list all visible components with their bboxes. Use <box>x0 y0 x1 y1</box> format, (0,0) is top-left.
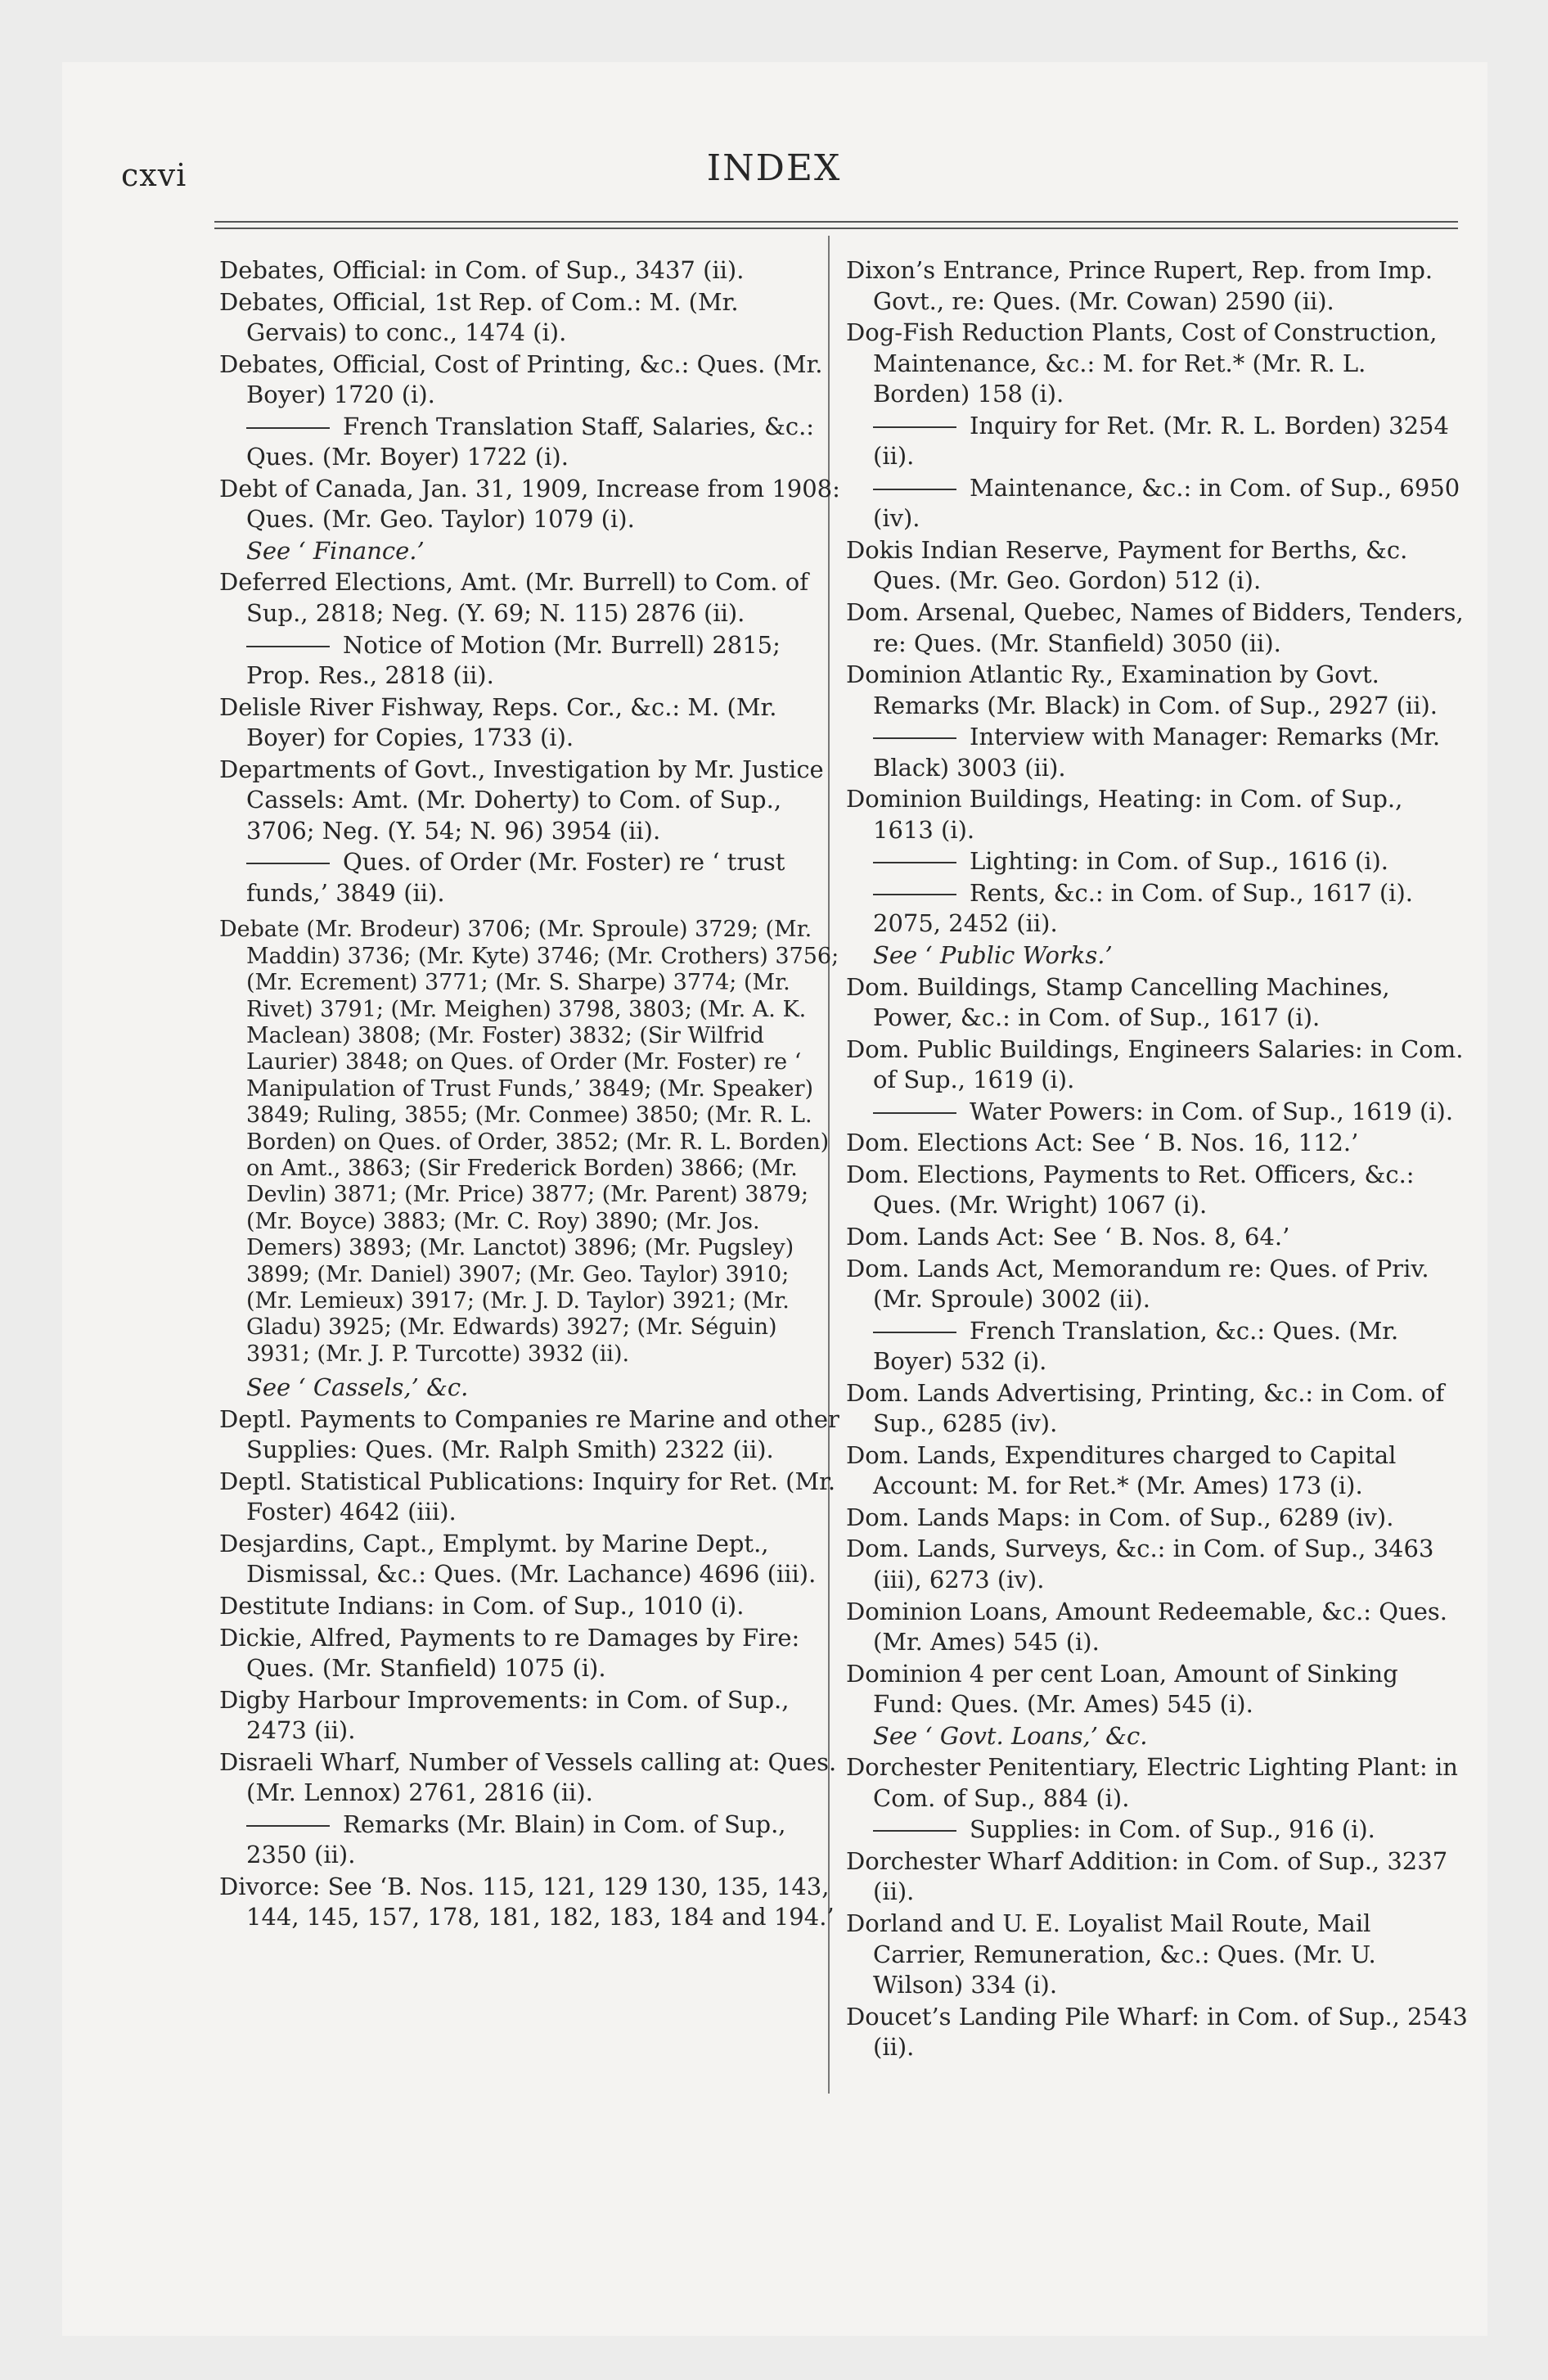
index-subentry <box>219 630 841 692</box>
subentry-text: Rents, &c.: in Com. of Sup., 1617 (i). 2075, 2452 (ii). <box>873 878 1413 938</box>
ditto-dash <box>873 1332 956 1333</box>
cross-reference: See ‘ Cassels,’ &c. <box>246 1373 469 1402</box>
index-subentry <box>219 412 841 473</box>
index-entry: Dom. Elections Act: See ‘ B. Nos. 16, 112.’ <box>846 1129 1359 1157</box>
index-subentry <box>219 1810 841 1871</box>
index-entry: Dom. Public Buildings, Engineers Salaries: in Com. of Sup., 1619 (i). <box>846 1034 1464 1094</box>
index-entry: Dominion Atlantic Ry., Examination by Govt. Remarks (Mr. Black) in Com. of Sup., 2927 (ii). <box>846 660 1438 719</box>
subentry-text: Notice of Motion (Mr. Burrell) 2815; Prop. Res., 2818 (ii). <box>246 630 781 690</box>
index-entry: Dom. Elections, Payments to Ret. Officers, &c.: Ques. (Mr. Wright) 1067 (i). <box>846 1160 1415 1219</box>
ditto-dash <box>873 862 956 863</box>
index-entry: Dom. Lands, Expenditures charged to Capital Account: M. for Ret.* (Mr. Ames) 173 (i). <box>846 1440 1397 1500</box>
ditto-dash <box>873 1830 956 1832</box>
cross-reference: See ‘ Govt. Loans,’ &c. <box>873 1721 1148 1750</box>
index-entry: Debates, Official: in Com. of Sup., 3437 (ii). <box>219 256 745 284</box>
subentry-text: French Translation Staff, Salaries, &c.: Ques. (Mr. Boyer) 1722 (i). <box>246 412 815 471</box>
subentry-text: Inquiry for Ret. (Mr. R. L. Borden) 3254 (ii). <box>873 411 1449 471</box>
index-entry: Deptl. Payments to Companies re Marine and other Supplies: Ques. (Mr. Ralph Smith) 2322 (ii). <box>219 1404 839 1464</box>
index-entry: Debates, Official, Cost of Printing, &c.: Ques. (Mr. Boyer) 1720 (i). <box>219 349 823 409</box>
index-entry: Deferred Elections, Amt. (Mr. Burrell) to Com. of Sup., 2818; Neg. (Y. 69; N. 115) 2876 (ii). <box>219 568 808 628</box>
left-column <box>219 255 841 1934</box>
index-subentry <box>846 473 1469 534</box>
cross-reference: See ‘ Public Works.’ <box>873 941 1113 970</box>
index-entry: Dickie, Alfred, Payments to re Damages by Fire: Ques. (Mr. Stanfield) 1075 (i). <box>219 1623 800 1683</box>
index-entry: Dominion Buildings, Heating: in Com. of Sup., 1613 (i). <box>846 785 1403 844</box>
index-entry: Dog-Fish Reduction Plants, Cost of Construction, Maintenance, &c.: M. for Ret.* (Mr. R. L. Borden) 158 (i). <box>846 318 1438 408</box>
index-entry: Dorland and U. E. Loyalist Mail Route, Mail Carrier, Remuneration, &c.: Ques. (Mr. U. Wilson) 334 (i). <box>846 1909 1376 1999</box>
index-entry: Destitute Indians: in Com. of Sup., 1010 (i). <box>219 1591 745 1620</box>
index-entry: Debt of Canada, Jan. 31, 1909, Increase from 1908: Ques. (Mr. Geo. Taylor) 1079 (i). <box>219 474 840 534</box>
cross-reference: See ‘ Finance.’ <box>246 536 425 565</box>
ditto-dash <box>873 1112 956 1114</box>
index-entry: Divorce: See ‘B. Nos. 115, 121, 129 130, 135, 143, 144, 145, 157, 178, 181, 182, 183, 184 and 194.’ <box>219 1872 835 1931</box>
index-subentry <box>846 878 1469 940</box>
index-entry: Dom. Lands Act: See ‘ B. Nos. 8, 64.’ <box>846 1222 1290 1251</box>
index-entry: Dom. Lands Advertising, Printing, &c.: in Com. of Sup., 6285 (iv). <box>846 1378 1445 1438</box>
index-entry: Dom. Buildings, Stamp Cancelling Machines, Power, &c.: in Com. of Sup., 1617 (i). <box>846 972 1390 1032</box>
index-entry: Delisle River Fishway, Reps. Cor., &c.: M. (Mr. Boyer) for Copies, 1733 (i). <box>219 692 777 752</box>
index-entry: Dorchester Penitentiary, Electric Lighting Plant: in Com. of Sup., 884 (i). <box>846 1753 1458 1812</box>
ditto-dash <box>246 427 330 429</box>
index-entry: Dom. Arsenal, Quebec, Names of Bidders, Tenders, re: Ques. (Mr. Stanfield) 3050 (ii). <box>846 598 1464 657</box>
index-entry: Dixon’s Entrance, Prince Rupert, Rep. from Imp. Govt., re: Ques. (Mr. Cowan) 2590 (ii). <box>846 256 1433 315</box>
index-entry: Departments of Govt., Investigation by Mr. Justice Cassels: Amt. (Mr. Doherty) to Com. of Sup., 3706; Neg. (Y. 54; N. 96) 3954 (ii). <box>219 755 824 845</box>
subentry-text: Supplies: in Com. of Sup., 916 (i). <box>970 1815 1375 1844</box>
index-subentry <box>219 847 841 908</box>
subentry-text: Interview with Manager: Remarks (Mr. Black) 3003 (ii). <box>873 723 1441 782</box>
index-subentry <box>846 1316 1469 1377</box>
index-subentry <box>846 722 1469 783</box>
index-subentry <box>846 1814 1469 1846</box>
index-entry: Desjardins, Capt., Emplymt. by Marine Dept., Dismissal, &c.: Ques. (Mr. Lachance) 4696 (iii). <box>219 1529 817 1589</box>
subentry-text: Water Powers: in Com. of Sup., 1619 (i). <box>970 1097 1454 1125</box>
ditto-dash <box>873 426 956 428</box>
ditto-dash <box>873 489 956 490</box>
ditto-dash <box>246 646 330 647</box>
debate-list: Debate (Mr. Brodeur) 3706; (Mr. Sproule) 3729; (Mr. Maddin) 3736; (Mr. Kyte) 3746; (Mr. Crothers) 3756; (Mr. Ecrement) 3771; (Mr. S. Sharpe) 3774; (Mr. Rivet) 3791; (Mr. Meighen) 3798, 3803; (Mr. A. K. Maclean) 3808; (Mr. Foster) 3832; (Sir Wilfrid Laurier) 3848; on Ques. of Order (Mr. Foster) re ‘ Manipulation of Trust Funds,’ 3849; (Mr. Speaker) 3849; Ruling, 3855; (Mr. Conmee) 3850; (Mr. R. L. Borden) on Ques. of Order, 3852; (Mr. R. L. Borden) on Amt., 3863; (Sir Frederick Borden) 3866; (Mr. Devlin) 3871; (Mr. Price) 3877; (Mr. Parent) 3879; (Mr. Boyce) 3883; (Mr. C. Roy) 3890; (Mr. Jos. Demers) 3893; (Mr. Lanctot) 3896; (Mr. Pugsley) 3899; (Mr. Daniel) 3907; (Mr. Geo. Taylor) 3910; (Mr. Lemieux) 3917; (Mr. J. D. Taylor) 3921; (Mr. Gladu) 3925; (Mr. Edwards) 3927; (Mr. Séguin) 3931; (Mr. J. P. Turcotte) 3932 (ii). <box>219 917 839 1367</box>
index-subentry <box>846 1097 1469 1128</box>
running-head-title: INDEX <box>706 147 842 189</box>
index-entry: Dom. Lands, Surveys, &c.: in Com. of Sup., 3463 (iii), 6273 (iv). <box>846 1535 1434 1593</box>
subentry-text: Remarks (Mr. Blain) in Com. of Sup., 2350 (ii). <box>246 1810 786 1869</box>
ditto-dash <box>873 737 956 739</box>
index-entry: Disraeli Wharf, Number of Vessels calling at: Ques. (Mr. Lennox) 2761, 2816 (ii). <box>219 1747 837 1807</box>
ditto-dash <box>246 1825 330 1827</box>
subentry-text: Lighting: in Com. of Sup., 1616 (i). <box>970 847 1389 876</box>
index-entry: Dominion Loans, Amount Redeemable, &c.: Ques. (Mr. Ames) 545 (i). <box>846 1597 1448 1657</box>
subentry-text: Ques. of Order (Mr. Foster) re ‘ trust funds,’ 3849 (ii). <box>246 848 785 907</box>
ditto-dash <box>246 863 330 864</box>
index-entry: Dom. Lands Act, Memorandum re: Ques. of Priv. (Mr. Sproule) 3002 (ii). <box>846 1254 1429 1314</box>
subentry-text: Maintenance, &c.: in Com. of Sup., 6950 (iv). <box>873 473 1460 533</box>
subentry-text: French Translation, &c.: Ques. (Mr. Boyer) 532 (i). <box>873 1316 1399 1376</box>
index-entry: Debates, Official, 1st Rep. of Com.: M. (Mr. Gervais) to conc., 1474 (i). <box>219 287 739 347</box>
page-number: cxvi <box>121 157 187 193</box>
header-rule <box>214 221 1458 229</box>
index-subentry <box>846 411 1469 472</box>
index-entry: Dorchester Wharf Addition: in Com. of Sup., 3237 (ii). <box>846 1846 1448 1906</box>
index-entry: Doucet’s Landing Pile Wharf: in Com. of Sup., 2543 (ii). <box>846 2002 1468 2062</box>
index-entry: Dom. Lands Maps: in Com. of Sup., 6289 (iv). <box>846 1503 1394 1531</box>
ditto-dash <box>873 894 956 895</box>
right-column <box>846 255 1469 2064</box>
index-subentry <box>846 846 1469 877</box>
index-entry: Digby Harbour Improvements: in Com. of Sup., 2473 (ii). <box>219 1685 790 1745</box>
index-entry: Dokis Indian Reserve, Payment for Berths, &c. Ques. (Mr. Geo. Gordon) 512 (i). <box>846 535 1408 595</box>
index-entry: Deptl. Statistical Publications: Inquiry for Ret. (Mr. Foster) 4642 (iii). <box>219 1467 836 1526</box>
index-entry: Dominion 4 per cent Loan, Amount of Sinking Fund: Ques. (Mr. Ames) 545 (i). <box>846 1659 1398 1719</box>
